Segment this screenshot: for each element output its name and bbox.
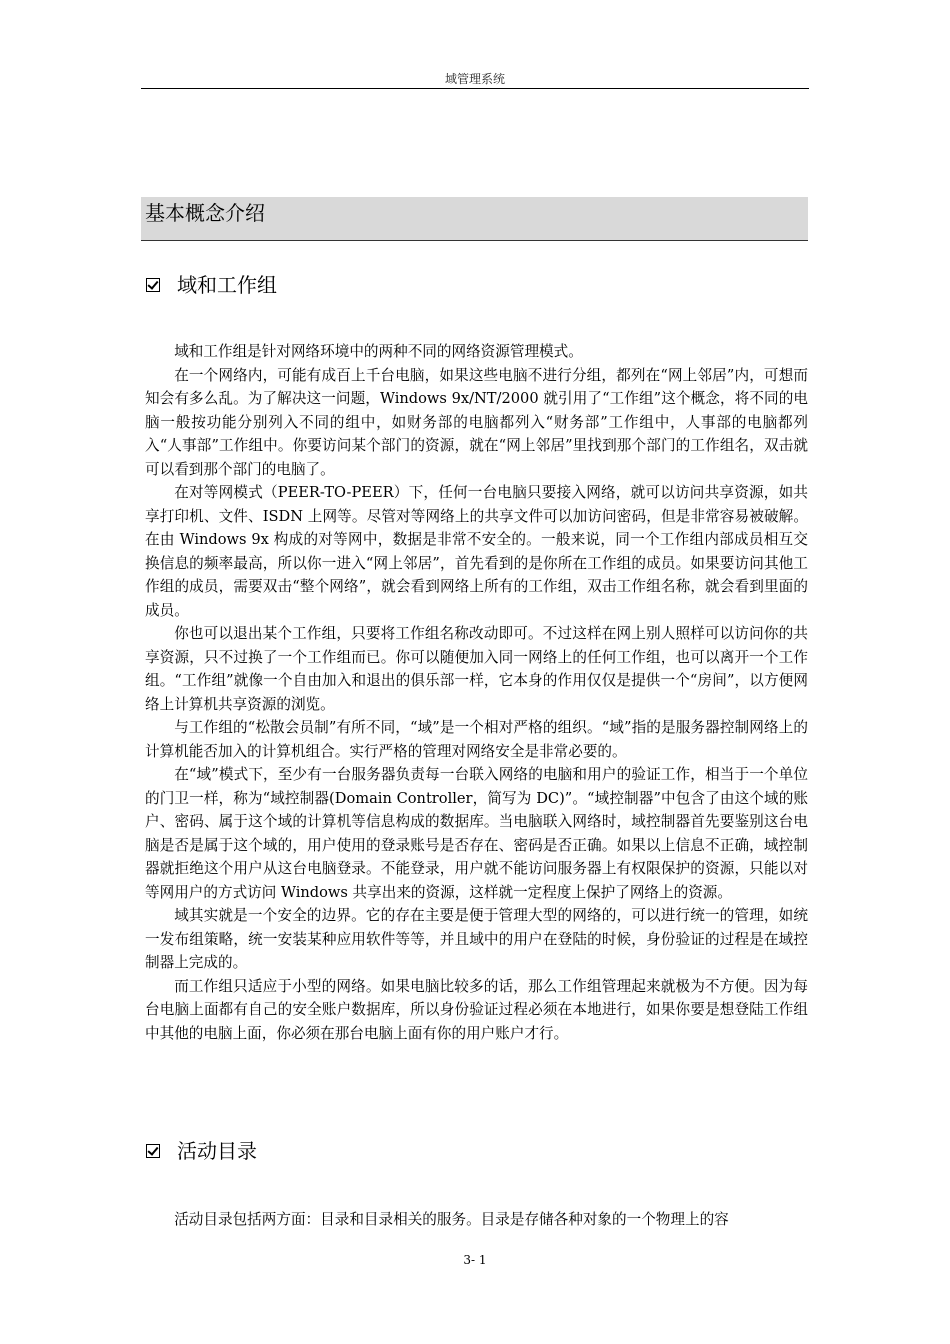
paragraph: 活动目录包括两方面：目录和目录相关的服务。目录是存储各种对象的一个物理上的容 bbox=[174, 1211, 729, 1228]
header-rule bbox=[141, 88, 809, 89]
paragraph: 与工作组的“松散会员制”有所不同，“域”是一个相对严格的组织。“域”指的是服务器控制网络上的计算机能否加入的计算机组合。实行严格的管理对网络安全是非常必要的。 bbox=[145, 719, 808, 760]
page-number: 3- 1 bbox=[463, 1253, 487, 1267]
paragraph: 而工作组只适应于小型的网络。如果电脑比较多的话，那么工作组管理起来就极为不方便。因为每台电脑上面都有自己的安全账户数据库，所以身份验证过程必须在本地进行，如果你要是想登陆工作组中其他的电脑上面，你必须在那台电脑上面有你的用户账户才行。 bbox=[145, 977, 808, 1042]
subsection-title: 活动目录 bbox=[177, 1139, 257, 1163]
checkbox-icon bbox=[146, 1144, 160, 1158]
subsection-heading-domain-workgroup bbox=[146, 272, 277, 298]
section-heading-band bbox=[141, 197, 808, 241]
running-header: 域管理系统 bbox=[444, 72, 505, 86]
paragraph: 域其实就是一个安全的边界。它的存在主要是便于管理大型的网络的，可以进行统一的管理，如统一发布组策略，统一安装某种应用软件等等，并且域中的用户在登陆的时候，身份验证的过程是在域控制器上完成的。 bbox=[145, 907, 808, 971]
paragraph: 在“域”模式下，至少有一台服务器负责每一台联入网络的电脑和用户的验证工作，相当于一个单位的门卫一样，称为“域控制器(Domain Controller，简写为 DC)”。“域控制器”中包含了由这个域的账户、密码、属于这个域的计算机等信息构成的数据库。当电脑联入网络时，域控制器首先要鉴别这台电脑是否是属于这个域的，用户使用的登录账号是否存在、密码是否正确。如果以上信息不正确，域控制器就拒绝这个用户从这台电脑登录。不能登录，用户就不能访问服务器上有权限保护的资源，只能以对等网用户的方式访问 Windows 共享出来的资源，这样就一定程度上保护了网络上的资源。 bbox=[145, 766, 808, 901]
subsection-body-active-directory bbox=[145, 1208, 808, 1232]
checkbox-icon bbox=[146, 278, 160, 292]
subsection-body-domain-workgroup bbox=[145, 340, 808, 1045]
section-title: 基本概念介绍 bbox=[145, 201, 265, 225]
paragraph: 在对等网模式（PEER-TO-PEER）下，任何一台电脑只要接入网络，就可以访问共享资源，如共享打印机、文件、ISDN 上网等。尽管对等网络上的共享文件可以加访问密码，但是非常容易被破解。在由 Windows 9x 构成的对等网中，数据是非常不安全的。一般来说，同一个工作组内部成员相互交换信息的频率最高，所以你一进入“网上邻居”，首先看到的是你所在工作组的成员。如果要访问其他工作组的成员，需要双击“整个网络”，就会看到网络上所有的工作组，双击工作组名称，就会看到里面的成员。 bbox=[145, 484, 808, 619]
subsection-heading-active-directory bbox=[146, 1138, 257, 1164]
paragraph: 在一个网络内，可能有成百上千台电脑，如果这些电脑不进行分组，都列在“网上邻居”内，可想而知会有多么乱。为了解决这一问题，Windows 9x/NT/2000 就引用了“工作组”这个概念，将不同的电脑一般按功能分别列入不同的组中，如财务部的电脑都列入“财务部”工作组中，人事部的电脑都列入“人事部”工作组中。你要访问某个部门的资源，就在“网上邻居”里找到那个部门的工作组名，双击就可以看到那个部门的电脑了。 bbox=[145, 366, 808, 478]
paragraph: 域和工作组是针对网络环境中的两种不同的网络资源管理模式。 bbox=[174, 343, 583, 360]
paragraph: 你也可以退出某个工作组，只要将工作组名称改动即可。不过这样在网上别人照样可以访问你的共享资源，只不过换了一个工作组而已。你可以随便加入同一网络上的任何工作组，也可以离开一个工作组。“工作组”就像一个自由加入和退出的俱乐部一样，它本身的作用仅仅是提供一个“房间”，以方便网络上计算机共享资源的浏览。 bbox=[145, 625, 808, 713]
subsection-title: 域和工作组 bbox=[177, 273, 277, 297]
